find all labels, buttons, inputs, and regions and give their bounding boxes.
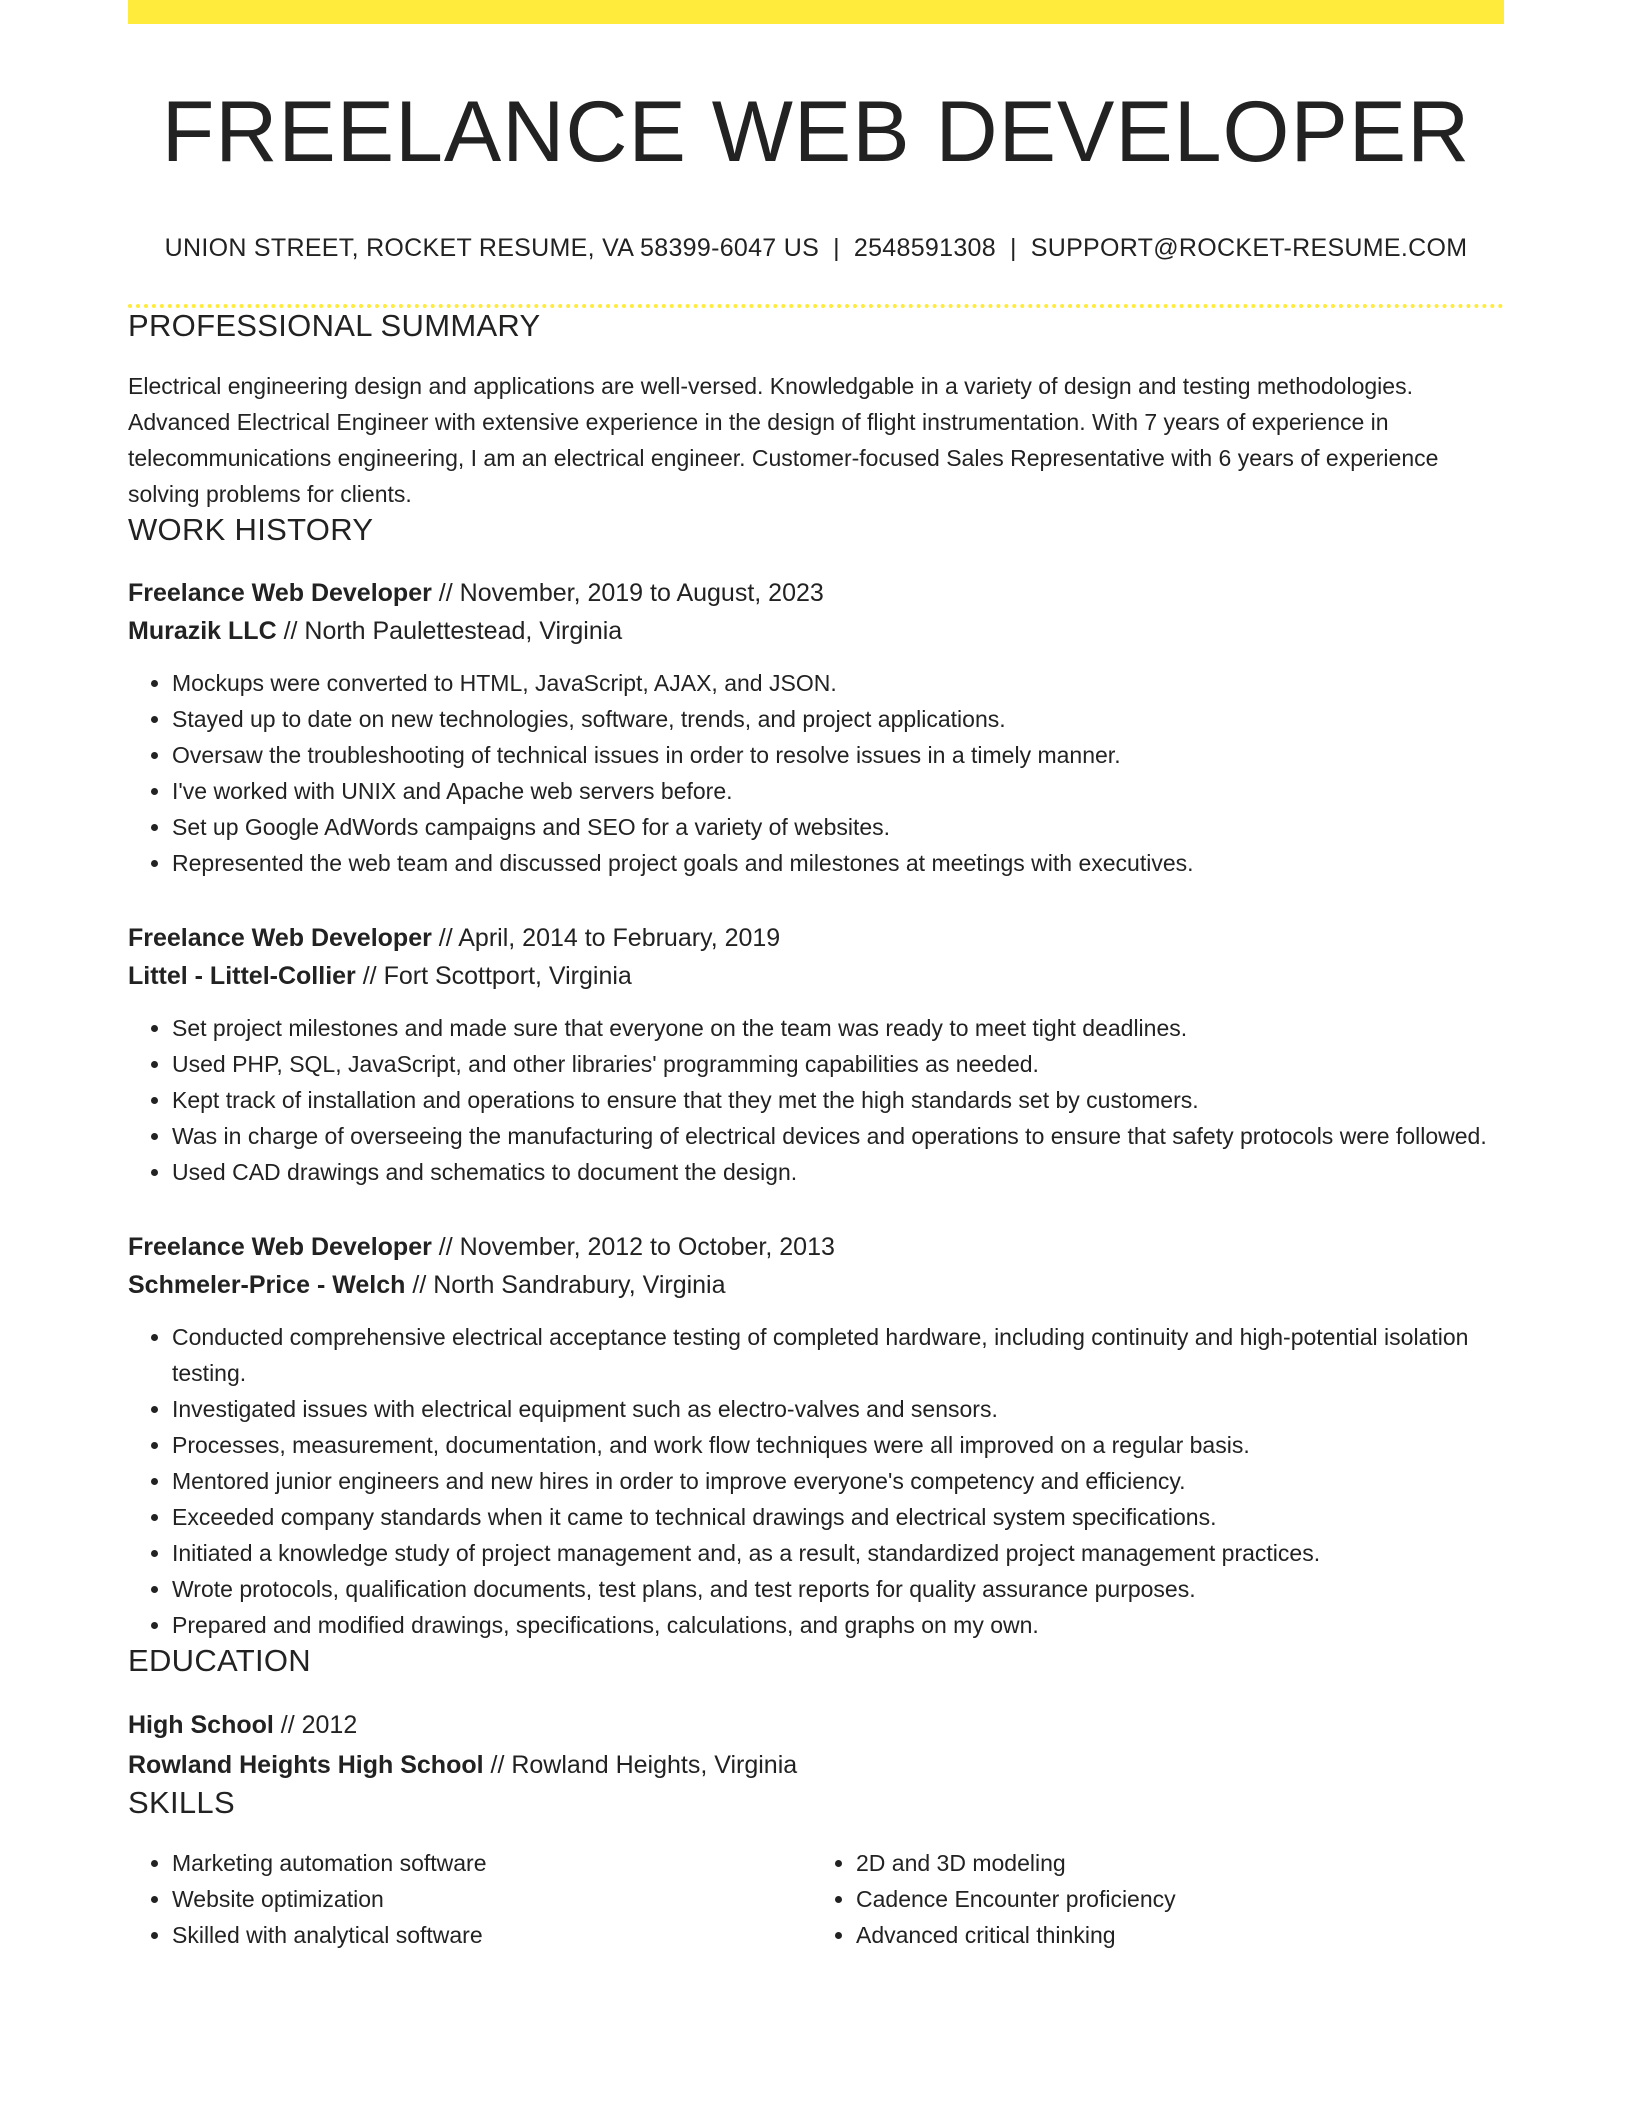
job-bullet: • I've worked with UNIX and Apache web servers before. bbox=[172, 773, 1504, 809]
job-bullet: • Mentored junior engineers and new hires in order to improve everyone's competency and efficiency. bbox=[172, 1463, 1504, 1499]
job-company: Schmeler-Price - Welch bbox=[128, 1271, 406, 1299]
skill-item: • Skilled with analytical software bbox=[172, 1917, 806, 1953]
job-company-line bbox=[128, 612, 1504, 650]
job-bullet: • Used PHP, SQL, JavaScript, and other libraries' programming capabilities as needed. bbox=[172, 1046, 1504, 1082]
skills-list-right bbox=[806, 1845, 1490, 1953]
job-bullet: • Was in charge of overseeing the manufacturing of electrical devices and operations to ensure that safety protocols were followed. bbox=[172, 1118, 1504, 1154]
education-degree-line bbox=[128, 1705, 1504, 1745]
job-bullets bbox=[128, 1319, 1504, 1643]
job-bullet: • Initiated a knowledge study of project management and, as a result, standardized project management practices. bbox=[172, 1535, 1504, 1571]
job-location: // Fort Scottport, Virginia bbox=[362, 962, 632, 990]
education-heading: EDUCATION bbox=[128, 1643, 311, 1678]
job-bullet: • Exceeded company standards when it came to technical drawings and electrical system specifications. bbox=[172, 1499, 1504, 1535]
contact-address: UNION STREET, ROCKET RESUME, VA 58399-6047 US bbox=[164, 234, 820, 262]
job-bullet: • Wrote protocols, qualification documents, test plans, and test reports for quality assurance purposes. bbox=[172, 1571, 1504, 1607]
resume-page bbox=[128, 0, 1504, 1953]
contact-phone: 2548591308 bbox=[853, 234, 996, 262]
job-bullet: • Set up Google AdWords campaigns and SEO for a variety of websites. bbox=[172, 809, 1504, 845]
job-bullet: • Oversaw the troubleshooting of technical issues in order to resolve issues in a timely manner. bbox=[172, 737, 1504, 773]
job-role-line bbox=[128, 574, 1504, 612]
job-company: Littel - Littel-Collier bbox=[128, 962, 356, 990]
skills-heading: SKILLS bbox=[128, 1785, 235, 1820]
job-bullet: • Investigated issues with electrical equipment such as electro-valves and sensors. bbox=[172, 1391, 1504, 1427]
job-role: Freelance Web Developer bbox=[128, 579, 432, 607]
contact-email: SUPPORT@ROCKET-RESUME.COM bbox=[1030, 234, 1468, 262]
skill-item: • Cadence Encounter proficiency bbox=[856, 1881, 1490, 1917]
job-entry bbox=[128, 574, 1504, 881]
job-role-line bbox=[128, 1228, 1504, 1266]
job-bullets bbox=[128, 665, 1504, 881]
contact-separator: | bbox=[833, 234, 840, 262]
job-dates: // November, 2012 to October, 2013 bbox=[438, 1233, 835, 1261]
job-role: Freelance Web Developer bbox=[128, 924, 432, 952]
job-bullet: • Prepared and modified drawings, specifications, calculations, and graphs on my own. bbox=[172, 1607, 1504, 1643]
work-history-heading: WORK HISTORY bbox=[128, 512, 374, 547]
job-bullet: • Processes, measurement, documentation, and work flow techniques were all improved on a regular basis. bbox=[172, 1427, 1504, 1463]
education-entry bbox=[128, 1705, 1504, 1785]
summary-heading: PROFESSIONAL SUMMARY bbox=[128, 308, 541, 343]
job-role: Freelance Web Developer bbox=[128, 1233, 432, 1261]
job-company: Murazik LLC bbox=[128, 617, 277, 645]
job-bullet: • Mockups were converted to HTML, JavaScript, AJAX, and JSON. bbox=[172, 665, 1504, 701]
contact-line bbox=[128, 232, 1504, 264]
job-bullet: • Used CAD drawings and schematics to document the design. bbox=[172, 1154, 1504, 1190]
skills-columns bbox=[128, 1845, 1504, 1953]
job-location: // North Sandrabury, Virginia bbox=[412, 1271, 726, 1299]
education-degree: High School bbox=[128, 1711, 274, 1739]
education-year: // 2012 bbox=[280, 1711, 358, 1739]
job-bullet: • Conducted comprehensive electrical acceptance testing of completed hardware, including continuity and high-potential isolation testing. bbox=[172, 1319, 1504, 1391]
job-entry bbox=[128, 1228, 1504, 1643]
education-school: Rowland Heights High School bbox=[128, 1751, 484, 1779]
job-company-line bbox=[128, 1266, 1504, 1304]
skill-item: • 2D and 3D modeling bbox=[856, 1845, 1490, 1881]
skill-item: • Website optimization bbox=[172, 1881, 806, 1917]
contact-separator: | bbox=[1009, 234, 1017, 262]
education-school-line bbox=[128, 1745, 1504, 1785]
skill-item: • Marketing automation software bbox=[172, 1845, 806, 1881]
job-dates: // April, 2014 to February, 2019 bbox=[438, 924, 781, 952]
skill-item: • Advanced critical thinking bbox=[856, 1917, 1490, 1953]
job-bullet: • Kept track of installation and operations to ensure that they met the high standards set by customers. bbox=[172, 1082, 1504, 1118]
job-dates: // November, 2019 to August, 2023 bbox=[438, 579, 824, 607]
job-location: // North Paulettestead, Virginia bbox=[283, 617, 623, 645]
accent-top-bar bbox=[128, 0, 1504, 24]
summary-text: Electrical engineering design and applications are well-versed. Knowledgable in a variety of design and testing methodologies. Advanced Electrical Engineer with extensive experience in the design of flight instrumentation. With 7 years of experience in telecommunications engineering, I am an electrical engineer. Customer-focused Sales Representative with 6 years of experience solving problems for clients. bbox=[128, 373, 1439, 507]
job-bullet: • Represented the web team and discussed project goals and milestones at meetings with executives. bbox=[172, 845, 1504, 881]
education-location: // Rowland Heights, Virginia bbox=[490, 1751, 798, 1779]
job-entry bbox=[128, 919, 1504, 1190]
job-bullets bbox=[128, 1010, 1504, 1190]
job-company-line bbox=[128, 957, 1504, 995]
job-bullet: • Stayed up to date on new technologies, software, trends, and project applications. bbox=[172, 701, 1504, 737]
skills-list-left bbox=[128, 1845, 806, 1953]
resume-name: FREELANCE WEB DEVELOPER bbox=[161, 84, 1471, 180]
job-bullet: • Set project milestones and made sure that everyone on the team was ready to meet tight deadlines. bbox=[172, 1010, 1504, 1046]
job-role-line bbox=[128, 919, 1504, 957]
